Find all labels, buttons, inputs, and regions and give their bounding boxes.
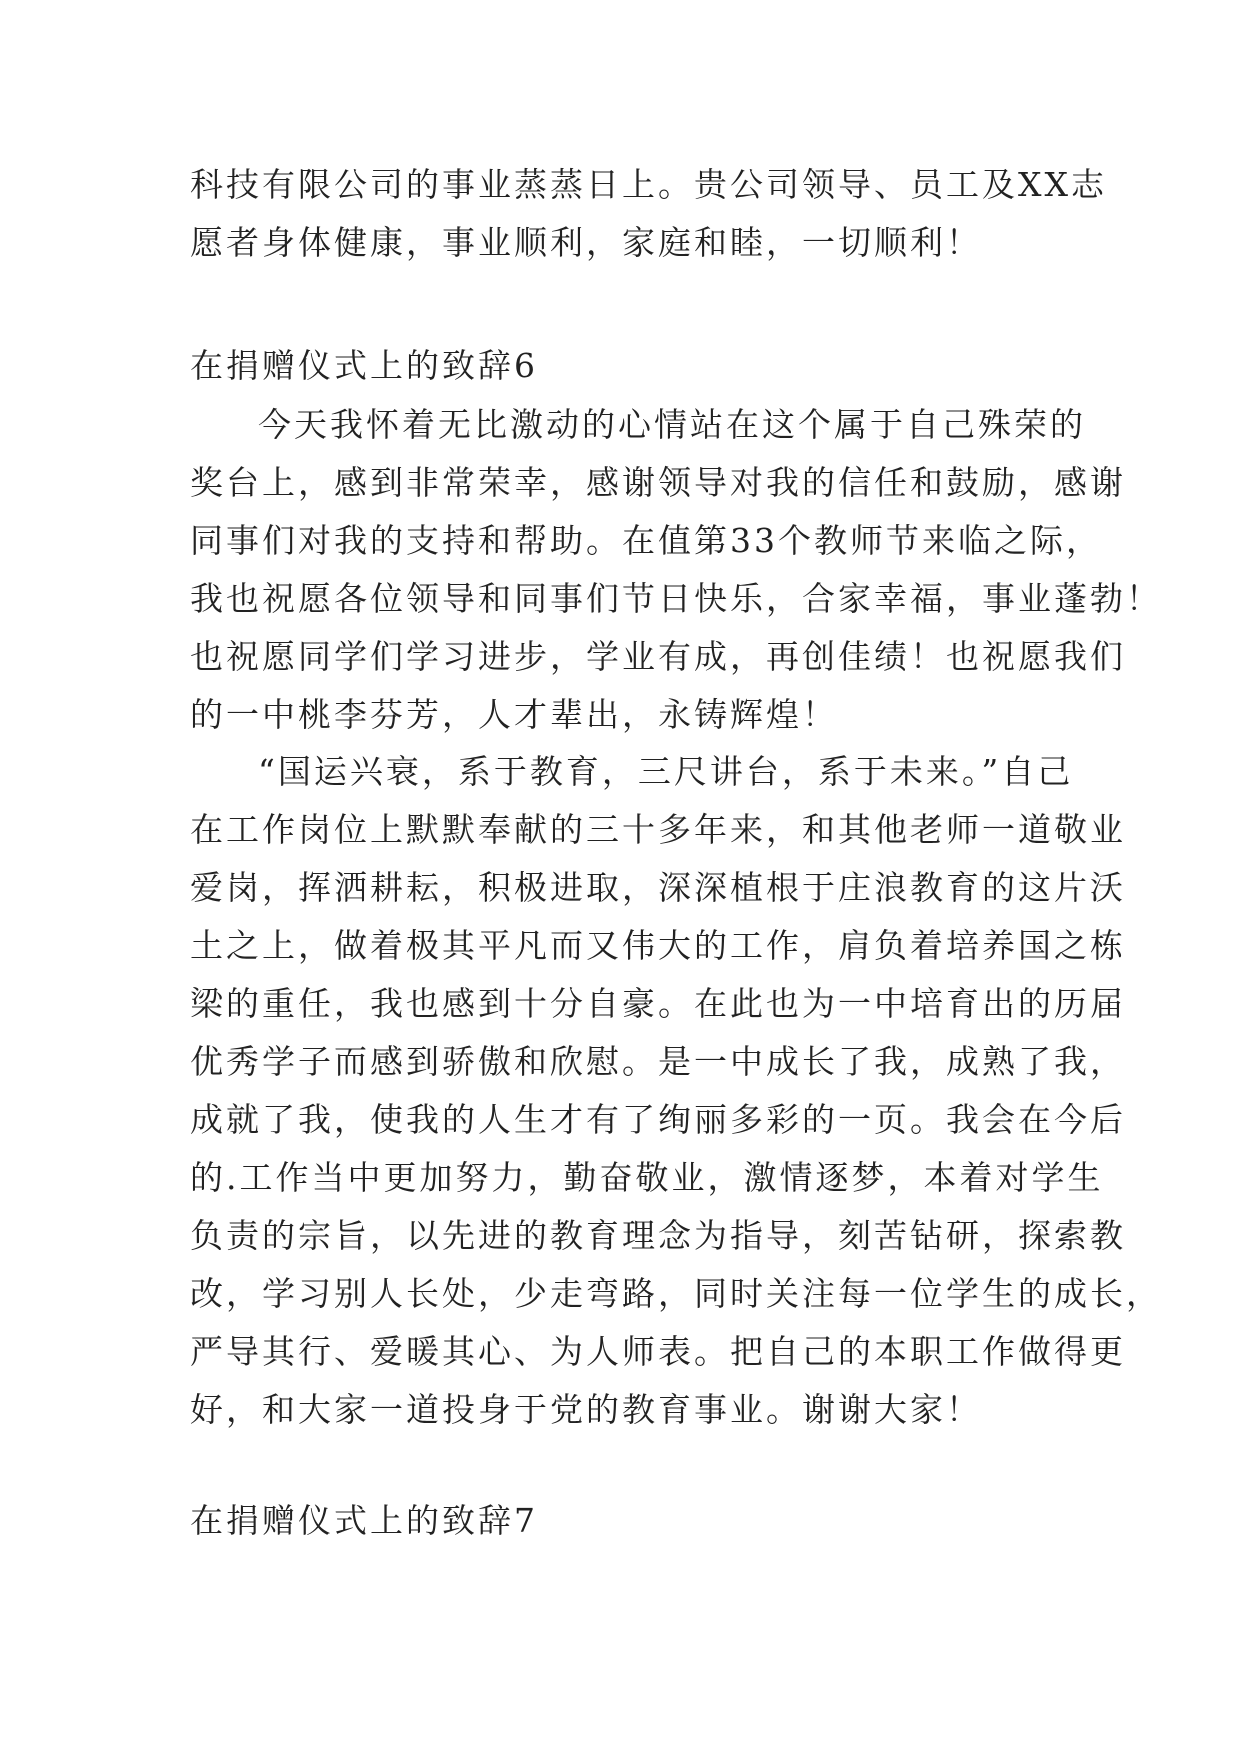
text-line: 奖台上，感到非常荣幸，感谢领导对我的信任和鼓励，感谢 bbox=[190, 463, 1126, 502]
text-line: 梁的重任，我也感到十分自豪。在此也为一中培育出的历届 bbox=[190, 984, 1126, 1023]
paragraph-closing-wishes bbox=[190, 156, 1107, 272]
text-line: 的一中桃李芬芳，人才辈出，永铸辉煌！ bbox=[190, 695, 838, 734]
section-heading-7 bbox=[190, 1492, 1070, 1550]
text-line: 愿者身体健康，事业顺利，家庭和睦，一切顺利！ bbox=[190, 223, 982, 262]
text-line: 科技有限公司的事业蒸蒸日上。贵公司领导、员工及XX志 bbox=[190, 165, 1107, 204]
text-line: 优秀学子而感到骄傲和欣慰。是一中成长了我，成熟了我， bbox=[190, 1042, 1126, 1081]
heading-text: 在捐赠仪式上的致辞6 bbox=[190, 346, 538, 385]
text-line: 我也祝愿各位领导和同事们节日快乐，合家幸福，事业蓬勃！ bbox=[190, 579, 1162, 618]
text-line: 今天我怀着无比激动的心情站在这个属于自己殊荣的 bbox=[258, 405, 1086, 444]
section-heading-6 bbox=[190, 337, 1070, 395]
text-line: 改，学习别人长处，少走弯路，同时关注每一位学生的成长， bbox=[190, 1274, 1162, 1313]
text-line: 同事们对我的支持和帮助。在值第33个教师节来临之际， bbox=[190, 521, 1102, 560]
text-line: 严导其行、爱暖其心、为人师表。把自己的本职工作做得更 bbox=[190, 1332, 1126, 1371]
paragraph-speech-opening bbox=[190, 396, 1162, 744]
text-line: “国运兴衰，系于教育，三尺讲台，系于未来。”自己 bbox=[258, 752, 1074, 791]
text-line: 土之上，做着极其平凡而又伟大的工作，肩负着培养国之栋 bbox=[190, 926, 1126, 965]
heading-text: 在捐赠仪式上的致辞7 bbox=[190, 1501, 538, 1540]
text-line: 成就了我，使我的人生才有了绚丽多彩的一页。我会在今后 bbox=[190, 1100, 1126, 1139]
text-line: 负责的宗旨，以先进的教育理念为指导，刻苦钻研，探索教 bbox=[190, 1216, 1126, 1255]
text-line: 爱岗，挥洒耕耘，积极进取，深深植根于庄浪教育的这片沃 bbox=[190, 868, 1126, 907]
paragraph-speech-body bbox=[190, 743, 1162, 1439]
text-line: 也祝愿同学们学习进步，学业有成，再创佳绩！也祝愿我们 bbox=[190, 637, 1126, 676]
text-line: 好，和大家一道投身于党的教育事业。谢谢大家！ bbox=[190, 1390, 982, 1429]
text-line: 在工作岗位上默默奉献的三十多年来，和其他老师一道敬业 bbox=[190, 810, 1126, 849]
text-line: 的.工作当中更加努力，勤奋敬业，激情逐梦，本着对学生 bbox=[190, 1158, 1104, 1197]
